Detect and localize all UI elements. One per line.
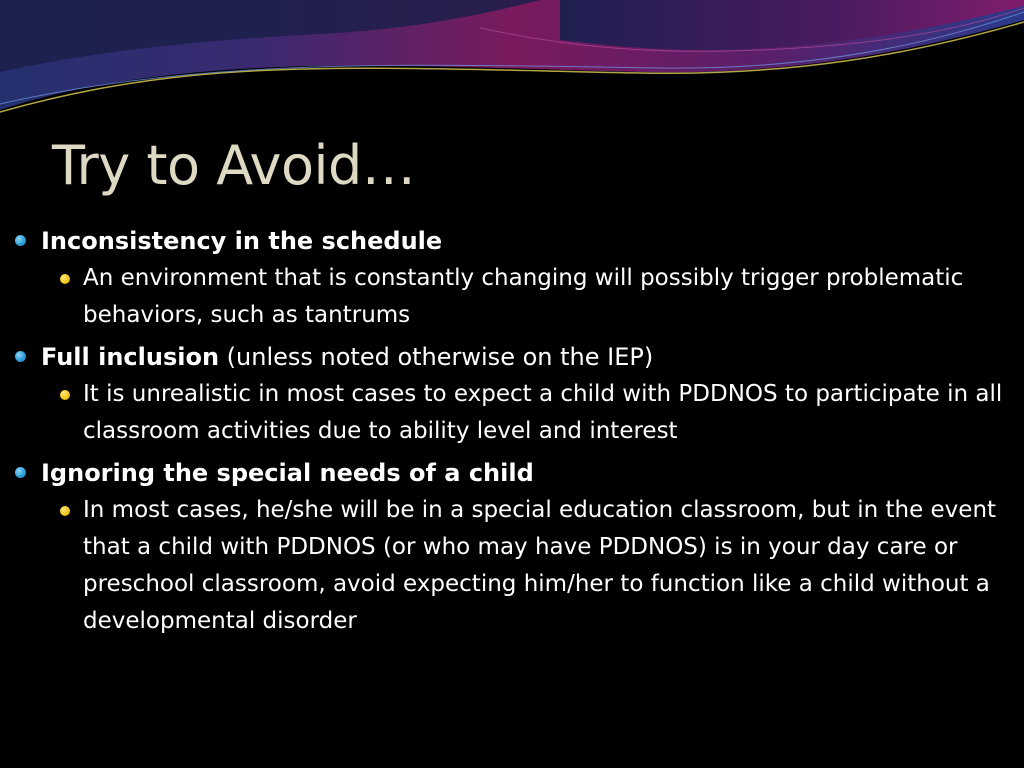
- bullet-dot-icon: [15, 351, 26, 362]
- list-item-level2: [0, 260, 1024, 334]
- list-item-level2: [0, 492, 1024, 640]
- bullet-dot-icon: [60, 390, 70, 400]
- list-item-level1: [0, 222, 1024, 260]
- list-item-level1: [0, 338, 1024, 376]
- item-subtext: It is unrealistic in most cases to expect a child with PDDNOS to participate in all classroom activities due to ability level and interest: [83, 381, 1003, 444]
- item-heading-bold: Full inclusion: [41, 343, 220, 371]
- item-subtext: An environment that is constantly changing will possibly trigger problematic behaviors, such as tantrums: [83, 265, 964, 328]
- item-heading-bold: Inconsistency in the schedule: [41, 227, 443, 255]
- item-heading-rest: (unless noted otherwise on the IEP): [219, 343, 654, 371]
- bullet-dot-icon: [15, 467, 26, 478]
- item-heading-bold: Ignoring the special needs of a child: [41, 459, 534, 487]
- bullet-list: [0, 222, 1024, 644]
- bullet-dot-icon: [60, 274, 70, 284]
- list-item-level1: [0, 454, 1024, 492]
- bullet-dot-icon: [15, 235, 26, 246]
- item-subtext: In most cases, he/she will be in a special education classroom, but in the event that a child with PDDNOS (or who may have PDDNOS) is in your day care or preschool classroom, avoid expecting him/her to function like a child without a developmental disorder: [83, 497, 997, 634]
- decorative-banner: [0, 0, 1024, 120]
- slide-title: Try to Avoid…: [52, 134, 416, 197]
- bullet-dot-icon: [60, 506, 70, 516]
- list-item-level2: [0, 376, 1024, 450]
